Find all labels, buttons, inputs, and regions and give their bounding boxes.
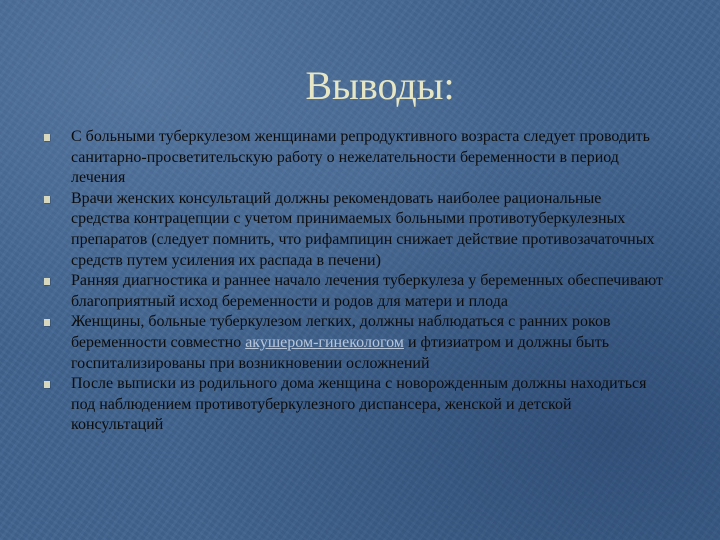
square-bullet-icon	[44, 278, 50, 285]
square-bullet-icon	[44, 196, 50, 203]
square-bullet-icon	[44, 134, 50, 141]
slide-title: Выводы:	[305, 63, 455, 108]
bullet-list	[44, 127, 664, 436]
square-bullet-icon	[44, 319, 50, 326]
bullet-text: Ранняя диагностика и раннее начало лечения туберкулеза у беременных обеспечивают благоприятный исход беременности и родов для матери и плода	[71, 272, 664, 310]
bullet-item-1	[44, 127, 664, 189]
square-bullet-icon	[44, 381, 50, 388]
bullet-text-after-link: и фтизиатром и должны быть госпитализированы при возникновении осложнений	[71, 333, 610, 372]
bullet-item-4	[44, 312, 664, 374]
bullet-text: С больными туберкулезом женщинами репродуктивного возраста следует проводить санитарно-просветительскую работу о нежелательности беременности в период лечения	[71, 128, 650, 187]
bullet-item-2	[44, 189, 664, 271]
bullet-item-3	[44, 271, 664, 312]
bullet-item-5	[44, 374, 664, 436]
bullet-text: После выписки из родильного дома женщина с новорожденным должны находиться под наблюдением противотуберкулезного диспансера, женской и детской консультаций	[71, 375, 647, 434]
bullet-text: Врачи женских консультаций должны рекомендовать наиболее рациональные средства контрацепции с учетом принимаемых больными противотуберкулезных препаратов (следует помнить, что рифампицин снижает действие противозачаточных средств путем усиления их распада в печени)	[71, 189, 655, 269]
bullet-text-before-link: Женщины, больные туберкулезом легких, должны наблюдаться с ранних роков беременности совместно	[71, 313, 611, 351]
obstetrician-gynecologist-link[interactable]: акушером-гинекологом	[245, 333, 404, 351]
